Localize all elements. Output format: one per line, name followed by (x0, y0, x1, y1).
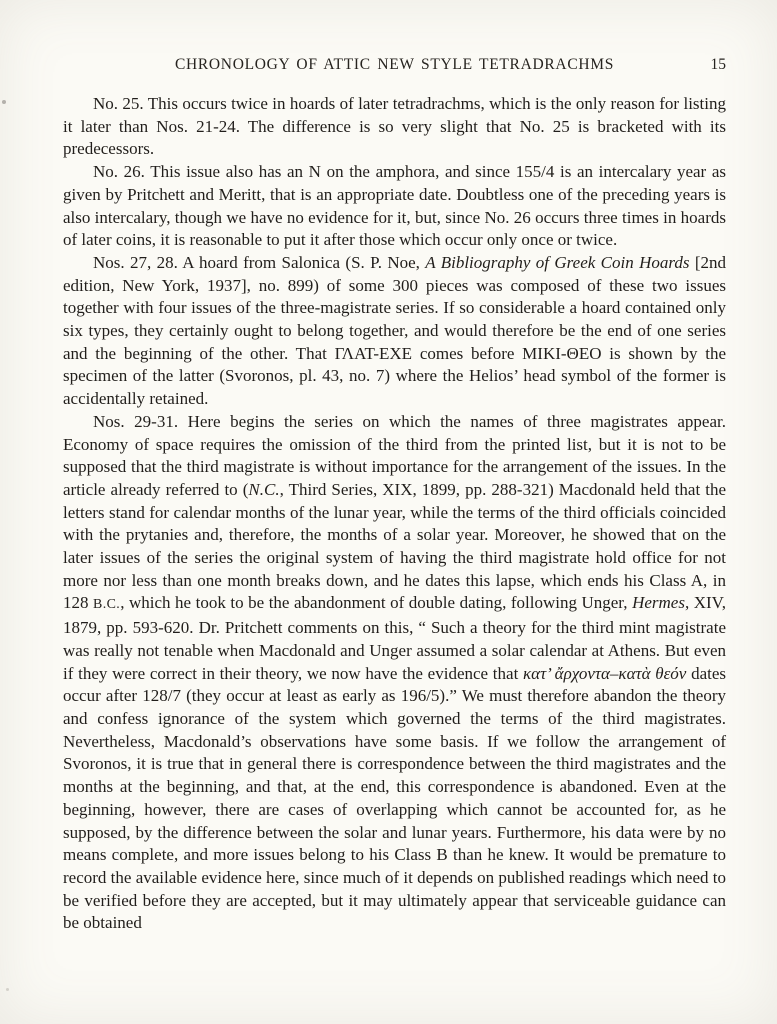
text-segment: , XIV, 1879, pp. 593-620. Dr. Pritchett comments on this, “ Such a theory for the third mint magistrate was really not tenable when Macdonald and Unger assumed a solar calendar at Athens. But even if they were correct in their theory, we now have the evidence that (63, 593, 727, 683)
page-number: 15 (710, 56, 726, 73)
text-segment-sc: B.C. (93, 597, 121, 613)
text-segment: No. 26. This issue also has an N on the amphora, and since 155/4 is an intercalary year as given by Pritchett and Meritt, that is an appropriate date. Doubtless one of the preceding years is also intercalary, though we have no evidence for it, but, since No. 26 occurs three times in hoards of later coins, it is reasonable to put it after those which occur only once or twice. (63, 162, 726, 250)
paragraph-1 (63, 93, 726, 161)
scan-artifact (6, 988, 9, 991)
text-block (63, 56, 726, 935)
text-segment: Nos. 27, 28. A hoard from Salonica (S. P. Noe, (93, 252, 426, 272)
page-body (63, 93, 726, 935)
scan-artifact (2, 100, 6, 104)
paragraph-3 (63, 252, 726, 411)
text-segment: No. 25. This occurs twice in hoards of later tetradrachms, which is the only reason for listing it later than Nos. 21-24. The difference is so very slight that No. 25 is bracketed with its predecessors. (63, 94, 726, 159)
running-head-title: CHRONOLOGY OF ATTIC NEW STYLE TETRADRACHMS (174, 56, 615, 73)
text-segment-italic: N.C. (248, 479, 280, 499)
running-head (63, 56, 726, 78)
text-segment: , Third Series, XIX, 1899, pp. 288-321) Macdonald held that the letters stand for calendar months of the lunar year, while the terms of the third officials coincided with the prytanies and, therefore, the months of a solar year. Moreover, he showed that on the later issues of the series the original system of having the third magistrate hold office for not more nor less than one month breaks down, and he dates this lapse, which ends his Class A, in 128 (63, 479, 726, 613)
paragraph-4 (63, 411, 726, 935)
text-segment: Nos. 29-31. Here begins the series on which the names of three magistrates appear. Economy of space requires the omission of the third from the printed list, but it is not to be supposed that the third magistrate is without importance for the arrangement of the issues. In the article already referred to ( (63, 411, 726, 499)
text-segment: , which he took to be the abandonment of double dating, following Unger, (120, 593, 633, 613)
paragraph-2 (63, 161, 726, 252)
text-segment: dates occur after 128/7 (they occur at least as early as 196/5).” We must therefore abandon the theory and confess ignorance of the system which governed the terms of the third magistrates. Nevertheless, Macdonald’s observations have some basis. If we follow the arrangement of Svoronos, it is true that in general there is correspondence between the third magistrates and the months at the beginning, and that, at the end, this correspondence is abandoned. Even at the beginning, however, there are cases of overlapping which cannot be accounted for, as he supposed, by the difference between the solar and lunar years. Furthermore, his data were by no means complete, and more issues belong to his Class B than he knew. It would be premature to record the available evidence here, since much of it depends on published readings which need to be verified before they are accepted, but it may ultimately appear that serviceable guidance can be obtained (63, 663, 726, 933)
text-segment-italic: κατ’ ἄρχοντα–κατὰ θεόν (523, 663, 687, 683)
text-segment: [2nd edition, New York, 1937], no. 899) of some 300 pieces was composed of these two issues together with four issues of the three-magistrate series. If so considerable a hoard contained only six types, they certainly ought to belong together, and would therefore be the end of one series and the beginning of the other. That ΓΛΑΤ-ΕΧΕ comes before ΜΙΚΙ-ΘΕΟ is shown by the specimen of the latter (Svoronos, pl. 43, no. 7) where the Helios’ head symbol of the former is accidentally retained. (63, 252, 726, 409)
text-segment-italic: A Bibliography of Greek Coin Hoards (425, 252, 690, 272)
text-segment-italic: Hermes (632, 593, 685, 613)
